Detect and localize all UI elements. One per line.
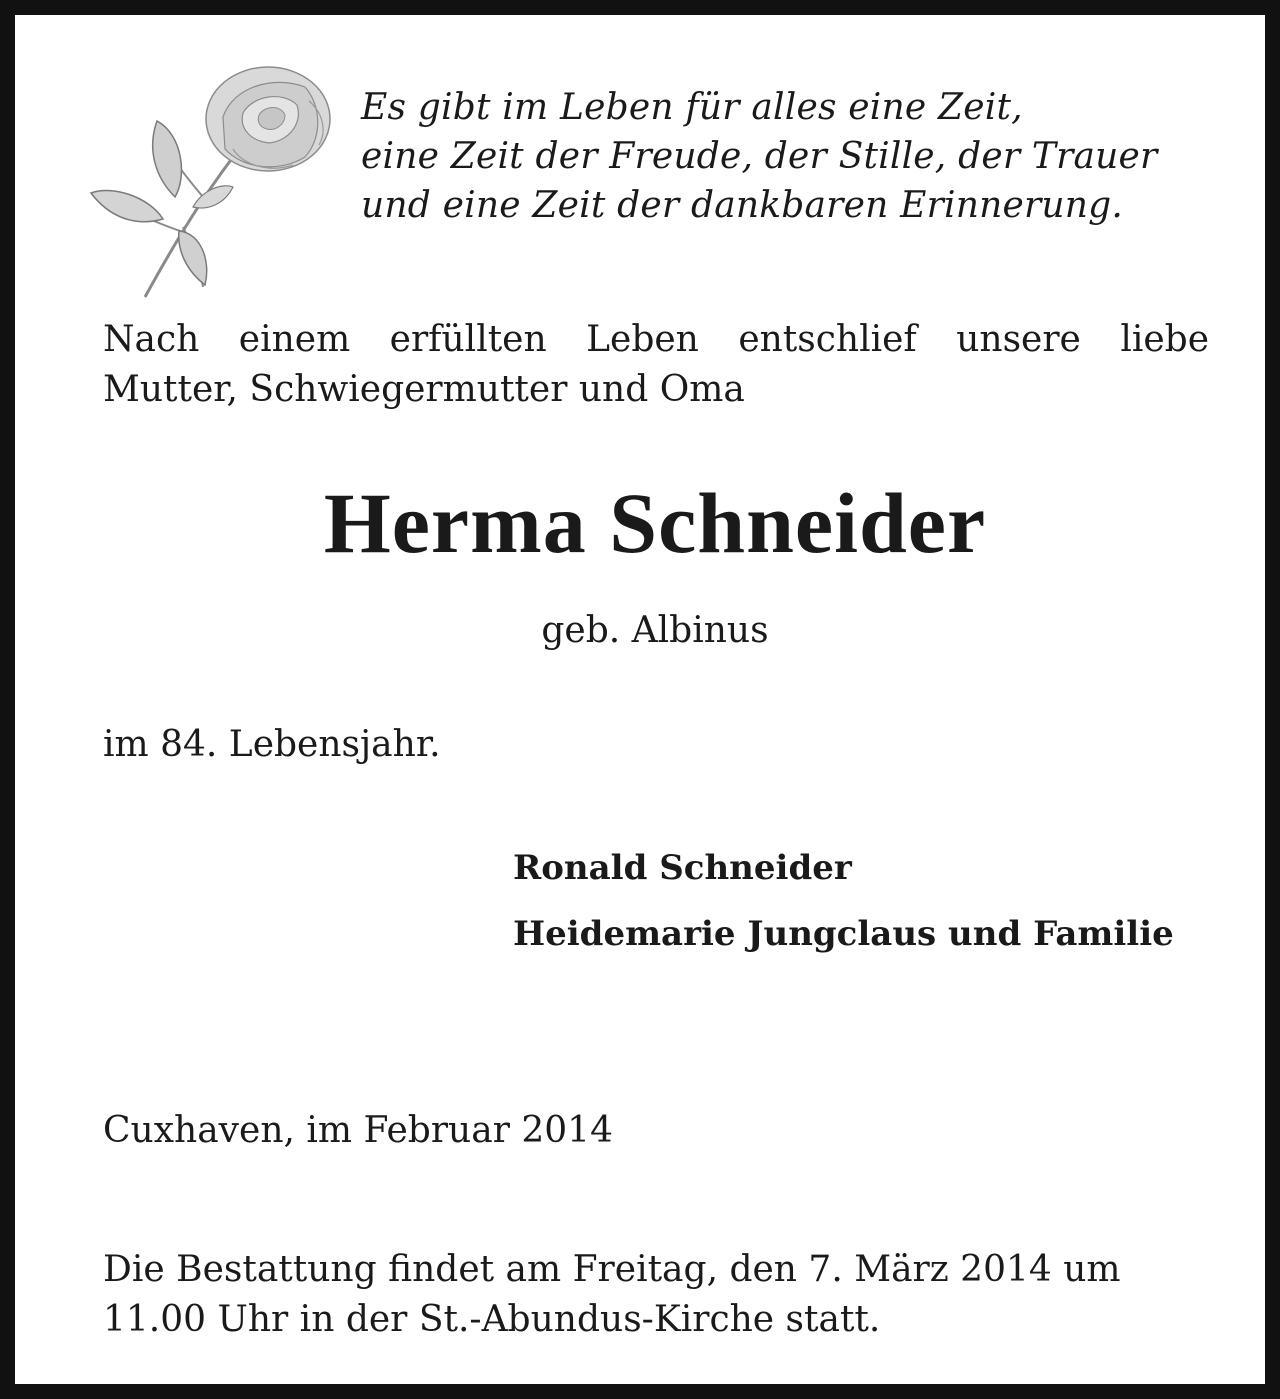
place-date: Cuxhaven, im Februar 2014 (103, 1110, 613, 1151)
quote-line: und eine Zeit der dankbaren Erinnerung. (361, 185, 1124, 226)
mourner-name: Heidemarie Jungclaus und Familie (513, 914, 1174, 954)
rose-icon (83, 57, 343, 317)
quote-line: eine Zeit der Freude, der Stille, der Trauer (361, 136, 1158, 177)
intro-text (103, 315, 1209, 415)
intro-line: Nach einem erfüllten Leben entschlief unsere liebe (103, 319, 1209, 360)
funeral-line: Die Bestattung findet am Freitag, den 7. März 2014 um (103, 1249, 1121, 1290)
deceased-name: Herma Schneider (323, 475, 987, 571)
birth-name: geb. Albinus (541, 610, 769, 651)
funeral-info (103, 1245, 1209, 1345)
mourner-name: Ronald Schneider (513, 848, 852, 888)
quote-block (361, 83, 1157, 230)
quote-line: Es gibt im Leben für alles eine Zeit, (361, 87, 1023, 128)
intro-line: Mutter, Schwiegermutter und Oma (103, 369, 745, 410)
funeral-line: 11.00 Uhr in der St.-Abundus-Kirche statt. (103, 1299, 881, 1340)
age-text: im 84. Lebensjahr. (103, 724, 441, 765)
mourners-block (513, 835, 1174, 967)
